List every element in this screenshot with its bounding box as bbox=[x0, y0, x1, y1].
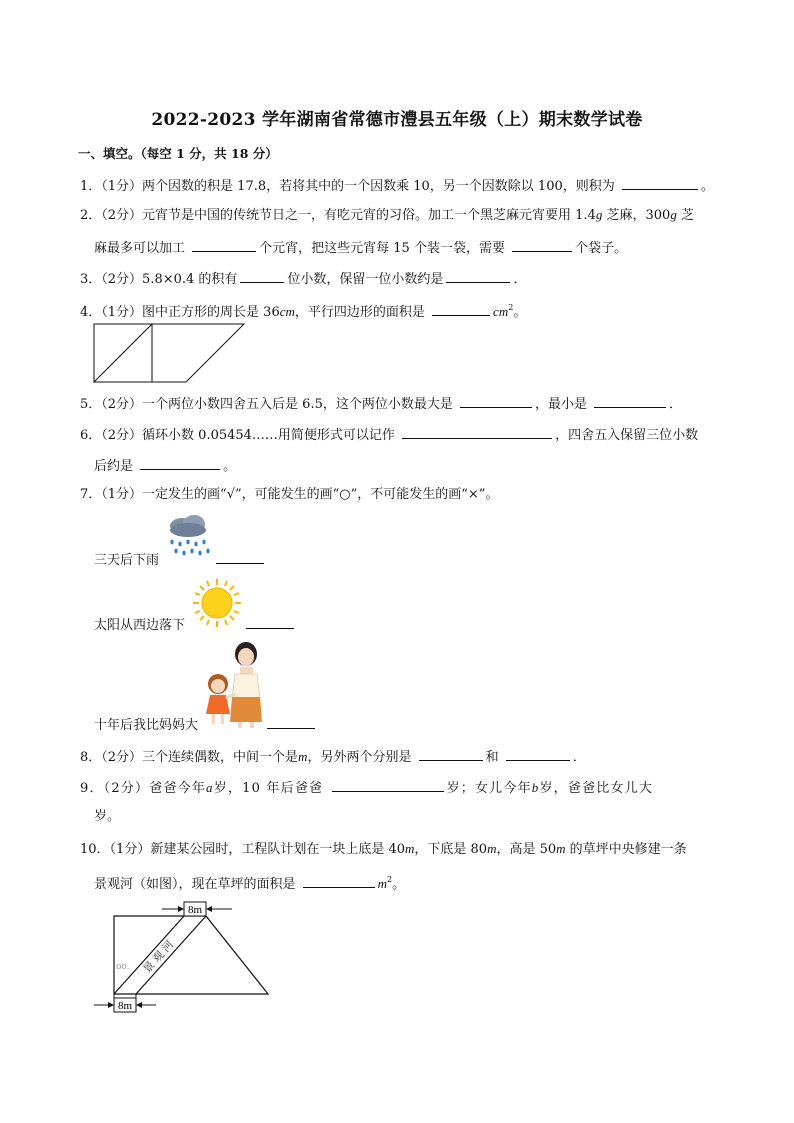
q6-text-a: 6．（2分）循环小数 0.05454……用简便形式可以记作 bbox=[80, 428, 395, 443]
question-9 bbox=[80, 777, 653, 798]
q10-unit-m2: m bbox=[487, 841, 497, 856]
q2-answer-blank-1[interactable] bbox=[192, 237, 256, 252]
q10-text-d: 的草坪中央修建一条 bbox=[565, 842, 687, 857]
q10-text-a: 10．（1分）新建某公园时，工程队计划在一块上底是 40 bbox=[80, 842, 405, 857]
q9-var-a: a bbox=[206, 780, 214, 795]
parallelogram-shape bbox=[94, 324, 244, 382]
q9-text-e: 岁。 bbox=[94, 809, 121, 824]
question-2-cont bbox=[94, 237, 627, 258]
q8-answer-blank-2[interactable] bbox=[506, 746, 570, 761]
q7-item-2: 太阳从西边落下 bbox=[94, 618, 186, 633]
q5-text-b: ，最小是 bbox=[535, 397, 588, 412]
question-6-cont bbox=[94, 455, 236, 476]
question-1 bbox=[80, 175, 714, 196]
question-4 bbox=[80, 299, 526, 322]
q2-text-d: 麻最多可以加工 bbox=[94, 241, 186, 256]
rain-cloud-icon bbox=[162, 514, 214, 560]
q2-unit-g2: g bbox=[670, 207, 677, 222]
q8-answer-blank-1[interactable] bbox=[419, 746, 483, 761]
q5-text-a: 5．（2分）一个两位小数四舍五入后是 6.5，这个两位小数最大是 bbox=[80, 397, 453, 412]
q3-text-c: ． bbox=[513, 272, 527, 287]
river-edge-left bbox=[114, 916, 184, 994]
q10-sup: 2 bbox=[387, 875, 393, 884]
q3-text-b: 位小数，保留一位小数约是 bbox=[287, 272, 444, 287]
question-10 bbox=[80, 840, 687, 859]
river-label: 景观河 bbox=[140, 935, 179, 976]
question-5 bbox=[80, 393, 682, 414]
q1-end: 。 bbox=[700, 179, 714, 194]
q9-text-a: 9．（2分）爸爸今年 bbox=[80, 781, 207, 796]
q7-text: 7．（1分）一定发生的画“√”，可能发生的画“○”，不可能发生的画“×”。 bbox=[80, 487, 499, 502]
q2-text-a: 2．（2分）元宵节是中国的传统节日之一，有吃元宵的习俗。加工一个黑芝麻元宵要用 1.4 bbox=[80, 208, 596, 223]
q1-answer-blank[interactable] bbox=[622, 175, 698, 190]
q2-text-b: 芝麻，300 bbox=[602, 208, 671, 223]
bottom-dimension-label: 8m bbox=[117, 1000, 133, 1012]
q2-text-f: 个袋子。 bbox=[575, 241, 628, 256]
section-heading: 一、填空。（每空 1 分，共 18 分） bbox=[78, 146, 278, 161]
q1-text: 1．（1分）两个因数的积是 17.8，若将其中的一个因数乘 10，另一个因数除以 100，则积为 bbox=[80, 179, 615, 194]
q9-text-d: 岁，爸爸比女儿大 bbox=[539, 781, 654, 796]
q4-unit-cm2: cm bbox=[493, 304, 509, 319]
q3-answer-blank-1[interactable] bbox=[240, 268, 284, 283]
q6-text-b: ，四舍五入保留三位小数 bbox=[555, 428, 699, 443]
q8-var-m: m bbox=[298, 749, 308, 764]
trapezoid-shape bbox=[114, 916, 268, 994]
q6-answer-blank-2[interactable] bbox=[140, 455, 220, 470]
q10-text-b: ，下底是 80 bbox=[414, 842, 488, 857]
q4-sup: 2 bbox=[508, 303, 514, 312]
q7-answer-blank-2[interactable] bbox=[246, 614, 294, 629]
q6-answer-blank-1[interactable] bbox=[402, 424, 552, 439]
q6-text-d: 。 bbox=[223, 459, 237, 474]
q2-unit-g: g bbox=[595, 207, 603, 222]
q9-text-c: 岁；女儿今年 bbox=[446, 781, 532, 796]
q3-answer-blank-2[interactable] bbox=[446, 268, 510, 283]
top-dimension-label: 8m bbox=[187, 904, 203, 916]
question-2 bbox=[80, 206, 694, 225]
q10-unit-m3: m bbox=[556, 841, 566, 856]
q4-figure bbox=[92, 322, 248, 384]
question-8 bbox=[80, 746, 586, 767]
q7-item-3: 十年后我比妈妈大 bbox=[94, 718, 199, 733]
q2-answer-blank-2[interactable] bbox=[512, 237, 572, 252]
q4-answer-blank[interactable] bbox=[432, 301, 490, 316]
q9-var-b: b bbox=[531, 780, 540, 795]
q10-unit-m: m bbox=[377, 876, 388, 891]
q5-answer-blank-1[interactable] bbox=[460, 393, 532, 408]
q8-text-d: ． bbox=[572, 750, 586, 765]
q7-item-1: 三天后下雨 bbox=[94, 553, 160, 568]
q10-trapezoid-figure bbox=[92, 898, 274, 1018]
q5-answer-blank-2[interactable] bbox=[594, 393, 666, 408]
q6-text-c: 后约是 bbox=[94, 459, 134, 474]
page-title: 2022-2023 学年湖南省常德市澧县五年级（上）期末数学试卷 bbox=[151, 110, 643, 130]
river-edge-right bbox=[136, 916, 206, 994]
question-7 bbox=[80, 486, 498, 504]
q8-text-b: ，另外两个分别是 bbox=[307, 750, 412, 765]
q7-answer-blank-3[interactable] bbox=[267, 714, 315, 729]
q10-text-c: ，高是 50 bbox=[496, 842, 557, 857]
mother-daughter-icon bbox=[202, 640, 268, 732]
q10-text-f: 。 bbox=[392, 877, 406, 892]
q10-unit-m1: m bbox=[405, 841, 415, 856]
q4-text-c: 。 bbox=[513, 305, 527, 320]
q10-text-e: 景观河（如图），现在草坪的面积是 bbox=[94, 877, 296, 892]
q8-text-a: 8．（2分）三个连续偶数，中间一个是 bbox=[80, 750, 299, 765]
q3-text-a: 3．（2分）5.8×0.4 的积有 bbox=[80, 272, 238, 287]
q4-text-b: ，平行四边形的面积是 bbox=[294, 305, 425, 320]
q2-text-e: 个元宵，把这些元宵每 15 个装一袋，需要 bbox=[259, 241, 505, 256]
q2-text-c: 芝 bbox=[676, 208, 694, 223]
q4-unit-cm: cm bbox=[279, 304, 295, 319]
q4-text-a: 4．（1分）图中正方形的周长是 36 bbox=[80, 305, 280, 320]
question-9-cont bbox=[94, 808, 120, 826]
question-6 bbox=[80, 424, 698, 445]
q8-text-c: 和 bbox=[485, 750, 499, 765]
q10-answer-blank[interactable] bbox=[303, 873, 375, 888]
q7-answer-blank-1[interactable] bbox=[216, 549, 264, 564]
q9-answer-blank[interactable] bbox=[332, 777, 444, 792]
question-10-cont bbox=[94, 871, 405, 894]
q9-text-b: 岁，10 年后爸爸 bbox=[213, 781, 324, 796]
sun-icon bbox=[192, 578, 242, 628]
q5-text-c: ． bbox=[669, 397, 683, 412]
figure-dots: oo. bbox=[116, 962, 130, 972]
question-3 bbox=[80, 268, 526, 289]
